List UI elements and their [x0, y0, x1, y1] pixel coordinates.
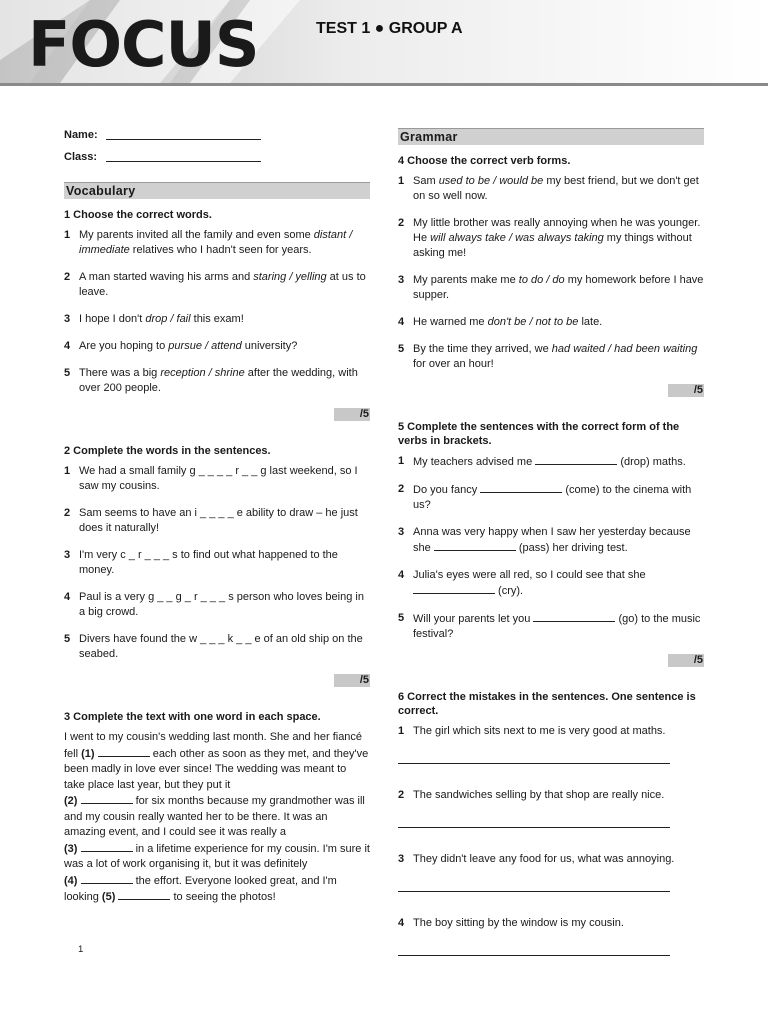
item-number: 4	[398, 917, 405, 929]
item-text: I'm very c _ r _ _ _ s to find out what happened to the money.	[79, 549, 338, 576]
ex5-item	[398, 568, 704, 599]
item-text: A man started waving his arms and	[79, 271, 254, 283]
focus-logo: FOCUS	[28, 8, 259, 81]
item-number: 4	[64, 591, 71, 603]
item-text: after the wedding, with over 200 people.	[79, 367, 358, 394]
ex5-item	[398, 482, 704, 513]
item-text: for over an hour!	[413, 358, 494, 370]
ex6-item	[398, 788, 704, 803]
ex1-item	[64, 270, 370, 300]
item-text: (cry).	[495, 585, 524, 597]
ex1-score-row	[64, 408, 370, 422]
item-text: my best friend, but we don't get on so well now.	[413, 175, 699, 202]
ex4-item	[398, 315, 704, 330]
gap-blank[interactable]	[81, 873, 133, 884]
ex5-instruction: 5 Complete the sentences with the correct form of the verbs in brackets.	[398, 421, 680, 447]
item-text: my things without asking me!	[413, 232, 692, 259]
item-text: I hope I don't	[79, 313, 146, 325]
score-box: /5	[668, 384, 704, 397]
gap-number: (1)	[81, 747, 95, 760]
item-text: (come) to the cinema with us?	[413, 484, 692, 511]
text-part: for six months because my grandmother was ill and my cousin really wanted her to be there. It was an amazing event, and I could see it was really a	[64, 795, 365, 838]
item-text: My little brother was really annoying when he was younger. He	[413, 217, 701, 244]
gap-number: (5)	[101, 891, 116, 903]
correction-line[interactable]	[398, 879, 670, 892]
grammar-heading: Grammar	[398, 128, 704, 145]
item-text: (pass) her driving test.	[515, 542, 628, 554]
verb-choice[interactable]: had waited / had been waiting	[551, 343, 698, 355]
item-text: My parents invited all the family and even some	[79, 229, 314, 241]
item-text: late.	[578, 316, 603, 328]
item-text: (drop) maths.	[617, 456, 686, 468]
verb-choice[interactable]: to do / do	[518, 274, 565, 286]
ex4-item	[398, 216, 704, 261]
ex5-item	[398, 525, 704, 556]
item-text: My teachers advised me	[413, 456, 536, 468]
page-number: 1	[78, 944, 84, 955]
item-number: 3	[64, 549, 71, 561]
item-number: 5	[64, 633, 71, 645]
gap-number: (4)	[64, 874, 78, 887]
page-header	[0, 0, 768, 86]
answer-blank[interactable]	[434, 540, 516, 551]
ex5-items	[398, 454, 704, 642]
item-number: 2	[64, 507, 71, 519]
score-box: /5	[334, 408, 370, 421]
item-text: The girl which sits next to me is very good at maths.	[413, 725, 666, 737]
gap-blank[interactable]	[118, 889, 170, 900]
item-number: 1	[398, 175, 405, 187]
ex4-items	[398, 174, 704, 372]
ex2-items	[64, 464, 370, 662]
verb-choice[interactable]: don't be / not to be	[487, 316, 579, 328]
ex4-score-row	[398, 384, 704, 398]
word-choice[interactable]: drop / fail	[145, 313, 191, 325]
item-number: 2	[64, 271, 71, 283]
name-label: Name:	[64, 129, 98, 141]
word-choice[interactable]: reception / shrine	[160, 367, 245, 379]
item-text: Are you hoping to	[79, 340, 169, 352]
text-part: to seeing the photos!	[170, 891, 276, 903]
ex2-item	[64, 548, 370, 578]
score-box: /5	[668, 654, 704, 667]
item-number: 5	[398, 612, 405, 624]
correction-line[interactable]	[398, 815, 670, 828]
verb-choice[interactable]: used to be / would be	[438, 175, 544, 187]
item-text: Paul is a very g _ _ g _ r _ _ _ s person who loves being in a big crowd.	[79, 591, 364, 618]
ex1-item	[64, 228, 370, 258]
item-text: The boy sitting by the window is my cousin.	[413, 917, 624, 929]
item-number: 3	[398, 526, 405, 538]
header-divider	[0, 83, 768, 86]
text-part: in a lifetime experience for my cousin. I'm sure it was a lot of work organising it, but it was definitely	[64, 842, 370, 870]
gap-blank[interactable]	[81, 841, 133, 852]
ex2-item	[64, 590, 370, 620]
ex1-instruction: 1 Choose the correct words.	[64, 209, 212, 221]
correction-line[interactable]	[398, 751, 670, 764]
item-text: Julia's eyes were all red, so I could see that she	[413, 569, 646, 581]
ex4-item	[398, 273, 704, 303]
item-text: He warned me	[413, 316, 488, 328]
item-number: 3	[64, 313, 71, 325]
score-box: /5	[334, 674, 370, 687]
item-number: 1	[64, 229, 71, 241]
item-number: 4	[398, 569, 405, 581]
ex2-item	[64, 464, 370, 494]
vocabulary-heading: Vocabulary	[64, 182, 370, 199]
gap-number: (3)	[64, 842, 78, 855]
ex3-text	[64, 730, 370, 906]
gap-number: (2)	[64, 795, 78, 807]
ex5-score-row	[398, 654, 704, 668]
item-number: 3	[398, 274, 405, 286]
ex6-items	[398, 724, 704, 956]
correction-line[interactable]	[398, 943, 670, 956]
item-text: university?	[241, 340, 298, 352]
item-number: 4	[64, 340, 71, 352]
item-number: 1	[398, 725, 405, 737]
ex5-item	[398, 454, 704, 470]
ex1-item	[64, 366, 370, 396]
gap-blank[interactable]	[98, 746, 150, 757]
ex1-item	[64, 339, 370, 354]
gap-blank[interactable]	[81, 793, 133, 804]
ex1-item	[64, 312, 370, 327]
item-text: My parents make me	[413, 274, 519, 286]
item-text: Divers have found the w _ _ _ k _ _ e of an old ship on the seabed.	[79, 633, 363, 660]
left-column	[64, 128, 370, 906]
item-number: 2	[398, 789, 405, 801]
ex6-item	[398, 852, 704, 867]
text-part: the effort. Everyone looked great, and I'm looking	[64, 874, 337, 903]
item-text: Do you fancy	[413, 484, 481, 496]
item-text: Anna was very happy when I saw her yesterday because she	[413, 526, 691, 554]
text-part: each other as soon as they met, and they've been madly in love ever since! The wedding was meant to take place last year, but they put it	[64, 747, 369, 791]
ex4-instruction: 4 Choose the correct verb forms.	[398, 155, 571, 167]
ex4-item	[398, 342, 704, 372]
item-number: 2	[398, 217, 405, 229]
item-text: Sam	[413, 175, 439, 187]
ex3-instruction: 3 Complete the text with one word in each space.	[64, 711, 321, 723]
answer-blank[interactable]	[535, 454, 617, 465]
item-number: 5	[398, 343, 405, 355]
answer-blank[interactable]	[413, 583, 495, 594]
name-field	[64, 128, 370, 150]
item-text: We had a small family g _ _ _ _ r _ _ g last weekend, so I saw my cousins.	[79, 465, 358, 492]
ex2-score-row	[64, 674, 370, 688]
answer-blank[interactable]	[533, 611, 615, 622]
ex6-item	[398, 724, 704, 739]
word-choice[interactable]: staring / yelling	[253, 271, 327, 283]
item-text: Will your parents let you	[413, 613, 534, 625]
text-part: I went to my cousin's wedding last month. She and her fiancé fell	[64, 731, 363, 760]
answer-blank[interactable]	[480, 482, 562, 493]
item-text: Sam seems to have an i _ _ _ _ e ability to draw – he just does it naturally!	[79, 507, 358, 534]
ex6-item	[398, 916, 704, 931]
item-number: 1	[64, 465, 71, 477]
right-column	[398, 128, 704, 956]
item-text: at us to leave.	[79, 271, 366, 298]
item-text: my homework before I have supper.	[413, 274, 704, 301]
ex1-items	[64, 228, 370, 396]
item-number: 4	[398, 316, 405, 328]
item-text: By the time they arrived, we	[413, 343, 552, 355]
item-text: The sandwiches selling by that shop are really nice.	[413, 789, 665, 801]
item-text: There was a big	[79, 367, 161, 379]
item-number: 1	[398, 455, 405, 467]
ex6-instruction: 6 Correct the mistakes in the sentences. One sentence is correct.	[398, 691, 696, 717]
word-choice[interactable]: pursue / attend	[168, 340, 242, 352]
word-choice[interactable]: distant / immediate	[79, 229, 353, 256]
class-field	[64, 150, 370, 172]
item-text: relatives who I hadn't seen for years.	[129, 244, 312, 256]
item-number: 5	[64, 367, 71, 379]
ex2-item	[64, 632, 370, 662]
name-input-line[interactable]	[106, 139, 261, 140]
ex4-item	[398, 174, 704, 204]
item-number: 2	[398, 483, 405, 495]
class-label: Class:	[64, 151, 98, 163]
item-text: They didn't leave any food for us, what was annoying.	[413, 853, 675, 865]
item-text: this exam!	[190, 313, 244, 325]
item-number: 3	[398, 853, 405, 865]
verb-choice[interactable]: will always take / was always taking	[430, 232, 604, 244]
item-text: (go) to the music festival?	[413, 613, 701, 640]
ex5-item	[398, 611, 704, 642]
ex2-instruction: 2 Complete the words in the sentences.	[64, 445, 271, 457]
class-input-line[interactable]	[106, 161, 261, 162]
ex2-item	[64, 506, 370, 536]
test-title: TEST 1 ● GROUP A	[316, 20, 463, 37]
